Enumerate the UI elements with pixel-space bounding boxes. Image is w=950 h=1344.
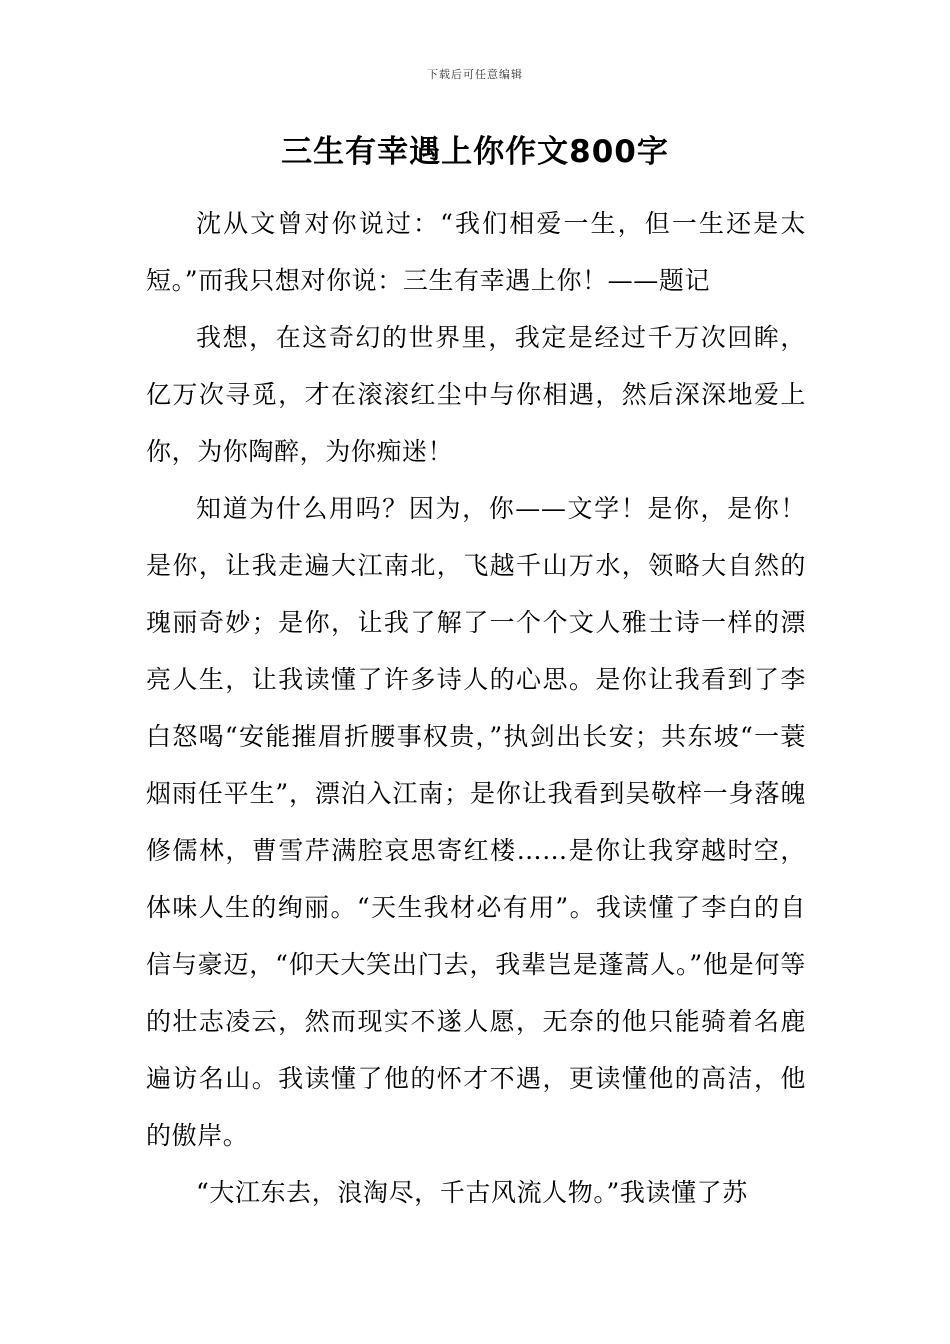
header-note: 下载后可任意编辑	[427, 68, 523, 81]
essay-title: 三生有幸遇上你作文800字	[281, 134, 669, 170]
paragraph-literature: 知道为什么用吗？因为，你——文学！是你，是你！是你，让我走遍大江南北，飞越千山万水，领略大自然的瑰丽奇妙；是你，让我了解了一个个文人雅士诗一样的漂亮人生，让我读懂了许多诗人的心思。是你让我看到了李白怒喝“安能摧眉折腰事权贵，”执剑出长安；共东坡“一蓑烟雨任平生”，漂泊入江南；是你让我看到吴敬梓一身落魄修儒林，曹雪芹满腔哀思寄红楼……是你让我穿越时空，体味人生的绚丽。“天生我材必有用”。我读懂了李白的自信与豪迈，“仰天大笑出门去，我辈岂是蓬蒿人。”他是何等的壮志凌云，然而现实不遂人愿，无奈的他只能骑着名鹿遍访名山。我读懂了他的怀才不遇，更读懂他的高洁，他的傲岸。	[146, 494, 806, 1150]
paragraph-intro: 我想，在这奇幻的世界里，我定是经过千万次回眸，亿万次寻觅，才在滚滚红尘中与你相遇，然后深深地爱上你，为你陶醉，为你痴迷！	[146, 323, 806, 466]
essay-body	[146, 195, 806, 1221]
paragraph-epigraph: 沈从文曾对你说过：“我们相爱一生，但一生还是太短。”而我只想对你说：三生有幸遇上你！——题记	[146, 209, 806, 295]
paragraph-su-dongpo: “大江东去，浪淘尽，千古风流人物。”我读懂了苏	[196, 1178, 748, 1207]
